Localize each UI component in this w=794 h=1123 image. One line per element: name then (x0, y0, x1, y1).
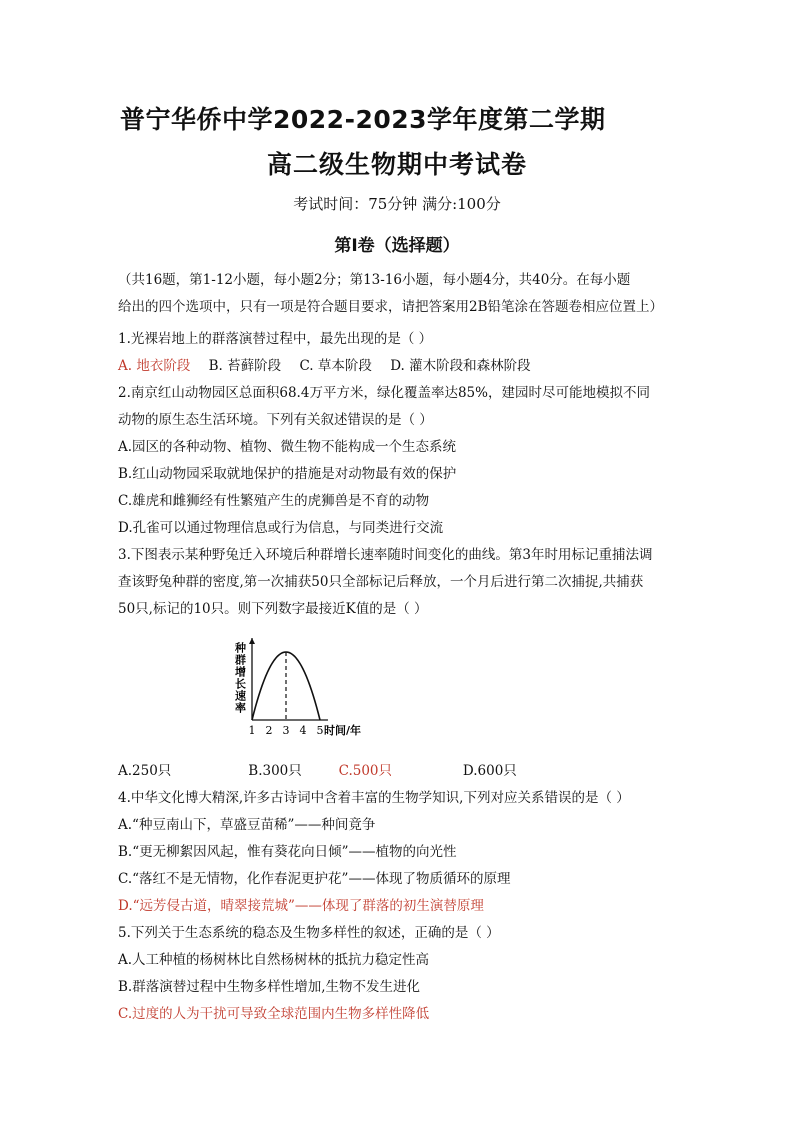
q3-option-c: C.500只 (338, 763, 393, 779)
growth-rate-chart (228, 632, 368, 744)
q4-option-a: A.“种豆南山下，草盛豆苗稀”——种间竟争 (118, 817, 376, 833)
q3-option-a: A.250只 (118, 763, 172, 779)
q1-option-c: C. 草本阶段 (299, 358, 372, 374)
q2-stem-line-2: 动物的原生态生活环境。下列有关叙述错误的是（ ） (118, 412, 433, 428)
q3-stem-line-3: 50只,标记的10只。则下列数字最接近K值的是（ ） (118, 601, 428, 617)
q3-stem-line-2: 查该野兔种群的密度,第一次捕获50只全部标记后释放，一个月后进行第二次捕捉,共捕获 (118, 574, 644, 590)
q2-option-d: D.孔雀可以通过物理信息或行为信息，与同类进行交流 (118, 520, 444, 536)
q2-stem-line-1: 2.南京红山动物园区总面积68.4万平方米，绿化覆盖率达85%，建园时尽可能地模拟不同 (118, 385, 650, 401)
x-tick-label-5: 5 (316, 724, 324, 737)
q2-option-b: B.红山动物园采取就地保护的措施是对动物最有效的保护 (118, 466, 457, 482)
x-tick-label-3: 3 (282, 724, 290, 737)
q4-stem: 4.中华文化博大精深,许多古诗词中含着丰富的生物学知识,下列对应关系错误的是（ ） (118, 790, 630, 806)
q1-option-b: B. 苔藓阶段 (208, 358, 282, 374)
q5-stem: 5.下列关于生态系统的稳态及生物多样性的叙述，正确的是（ ） (118, 925, 500, 941)
q2-option-c: C.雄虎和雌狮经有性繁殖产生的虎狮兽是不育的动物 (118, 493, 430, 509)
exam-title-line1: 普宁华侨中学2022-2023学年度第二学期 (120, 105, 606, 134)
q3-stem-line-1: 3.下图表示某种野兔迁入环境后种群增长速率随时间变化的曲线。第3年时用标记重捕法调 (118, 547, 653, 563)
q2-option-a: A.园区的各种动物、植物、微生物不能构成一个生态系统 (118, 439, 457, 455)
x-tick-label-4: 4 (299, 724, 307, 737)
q4-option-d: D.“远芳侵古道，晴翠接荒城”——体现了群落的初生演替原理 (118, 898, 484, 914)
q5-option-a: A.人工种植的杨树林比自然杨树林的抵抗力稳定性高 (118, 952, 430, 968)
q4-option-c: C.“落红不是无情物，化作春泥更护花”——体现了物质循环的原理 (118, 871, 511, 887)
instructions-line-2: 给出的四个选项中，只有一项是符合题目要求，请把答案用2B铅笔涂在答题卷相应位置上） (118, 299, 664, 315)
exam-title-line2: 高二级生物期中考试卷 (266, 150, 527, 179)
q1-option-a: A. 地衣阶段 (118, 358, 191, 374)
exam-info: 考试时间：75分钟 满分:100分 (293, 195, 501, 213)
q4-option-b: B.“更无柳絮因风起，惟有葵花向日倾”——植物的向光性 (118, 844, 457, 860)
instructions-line-1: （共16题，第1-12小题，每小题2分；第13-16小题，每小题4分，共40分。在每小题 (118, 272, 631, 288)
q5-option-c: C.过度的人为干扰可导致全球范围内生物多样性降低 (118, 1006, 430, 1022)
y-axis-label: 种群增长速率 (233, 642, 247, 714)
q3-options (118, 762, 517, 780)
section-title: 第Ⅰ卷（选择题） (334, 236, 460, 256)
q3-option-d: D.600只 (462, 763, 517, 779)
q1-option-d: D. 灌木阶段和森林阶段 (390, 358, 531, 374)
q1-options (118, 357, 531, 375)
x-tick-label-2: 2 (265, 724, 273, 737)
q1-stem: 1.光裸岩地上的群落演替过程中，最先出现的是（ ） (118, 331, 433, 347)
y-axis-arrow (249, 638, 255, 644)
x-tick-label-1: 1 (248, 724, 256, 737)
x-axis-label: 时间/年 (324, 724, 362, 737)
q5-option-b: B.群落演替过程中生物多样性增加,生物不发生进化 (118, 979, 421, 995)
q3-option-b: B.300只 (248, 763, 302, 779)
